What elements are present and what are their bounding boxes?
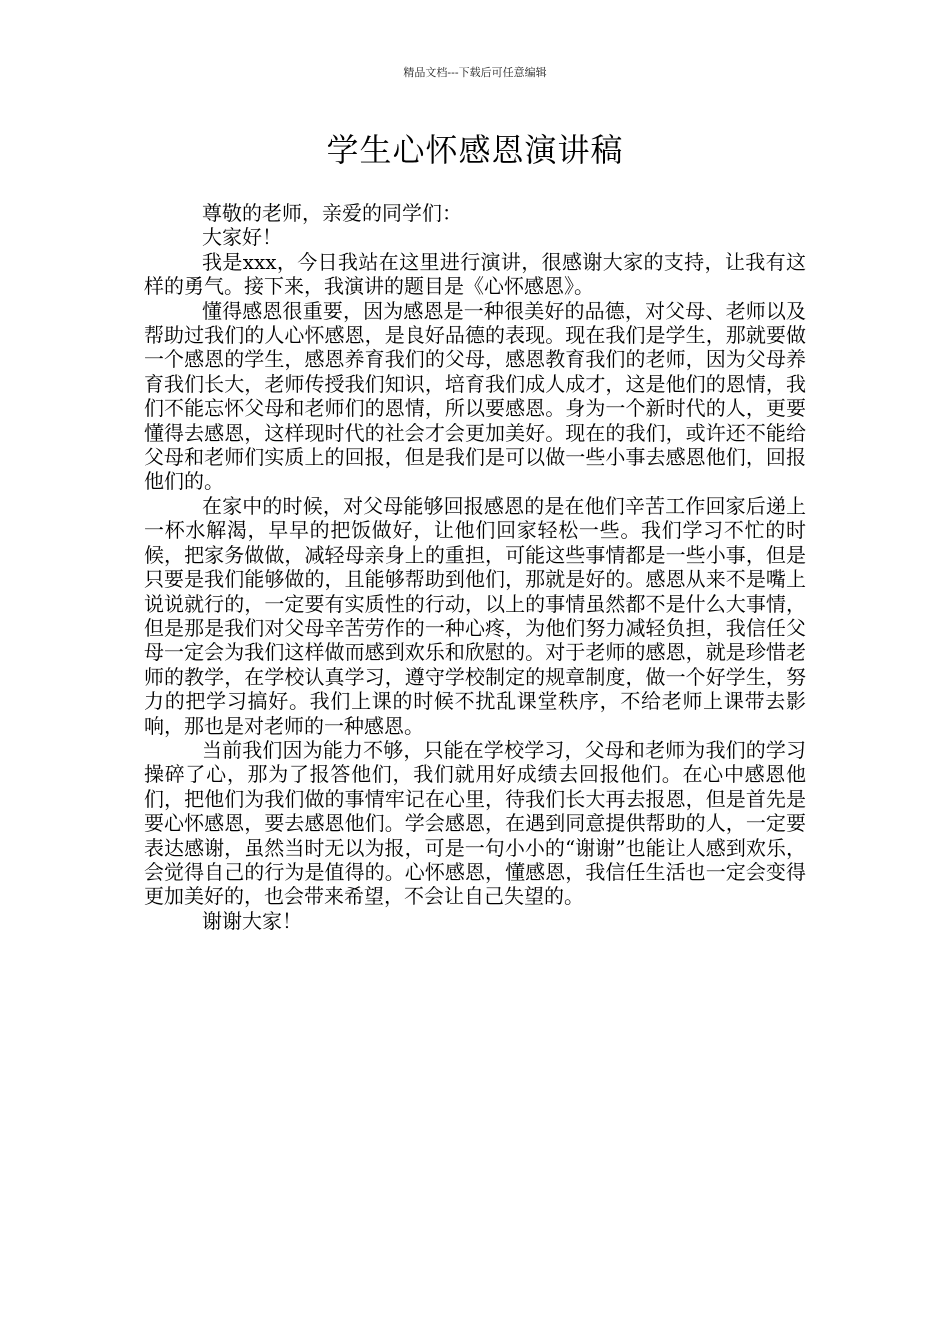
body-paragraph: 在家中的时候，对父母能够回报感恩的是在他们辛苦工作回家后递上一杯水解渴，早早的把饭做好，让他们回家轻松一些。我们学习不忙的时候，把家务做做，减轻母亲身上的重担，可能这些事情都是一些小事，但是只要是我们能够做的，且能够帮助到他们，那就是好的。感恩从来不是嘴上说说就行的，一定要有实质性的行动，以上的事情虽然都不是什么大事情，但是那是我们对父母辛苦劳作的一种心疼，为他们努力减轻负担，我信任父母一定会为我们这样做而感到欢乐和欣慰的。对于老师的感恩，就是珍惜老师的教学，在学校认真学习，遵守学校制定的规章制度，做一个好学生，努力的把学习搞好。我们上课的时候不扰乱课堂秩序，不给老师上课带去影响，那也是对老师的一种感恩。: [144, 493, 806, 738]
document-title: 学生心怀感恩演讲稿: [326, 131, 624, 169]
body-paragraph: 懂得感恩很重要，因为感恩是一种很美好的品德，对父母、老师以及帮助过我们的人心怀感恩，是良好品德的表现。现在我们是学生，那就要做一个感恩的学生，感恩养育我们的父母，感恩教育我们的老师，因为父母养育我们长大，老师传授我们知识，培育我们成人成才，这是他们的恩情，我们不能忘怀父母和老师们的恩情，所以要感恩。身为一个新时代的人，更要懂得去感恩，这样现时代的社会才会更加美好。现在的我们，或许还不能给父母和老师们实质上的回报，但是我们是可以做一些小事去感恩他们，回报他们的。: [144, 298, 806, 494]
speech-body: [144, 201, 806, 933]
greeting: 大家好！: [202, 225, 282, 250]
body-paragraph: 当前我们因为能力不够，只能在学校学习，父母和老师为我们的学习操碎了心，那为了报答他们，我们就用好成绩去回报他们。在心中感恩他们，把他们为我们做的事情牢记在心里，待我们长大再去报恩，但是首先是要心怀感恩，要去感恩他们。学会感恩，在遇到同意提供帮助的人，一定要表达感谢，虽然当时无以为报，可是一句小小的“谢谢”也能让人感到欢乐，会觉得自己的行为是值得的。心怀感恩，懂感恩，我信任生活也一定会变得更加美好的，也会带来希望，不会让自己失望的。: [144, 737, 806, 909]
salutation: 尊敬的老师，亲爱的同学们：: [202, 201, 462, 225]
header-note: 精品文档---下载后可任意编辑: [403, 66, 547, 79]
closing-line: 谢谢大家！: [202, 908, 302, 933]
body-paragraph: 我是xxx，今日我站在这里进行演讲，很感谢大家的支持，让我有这样的勇气。接下来，我演讲的题目是《心怀感恩》。: [144, 249, 806, 299]
